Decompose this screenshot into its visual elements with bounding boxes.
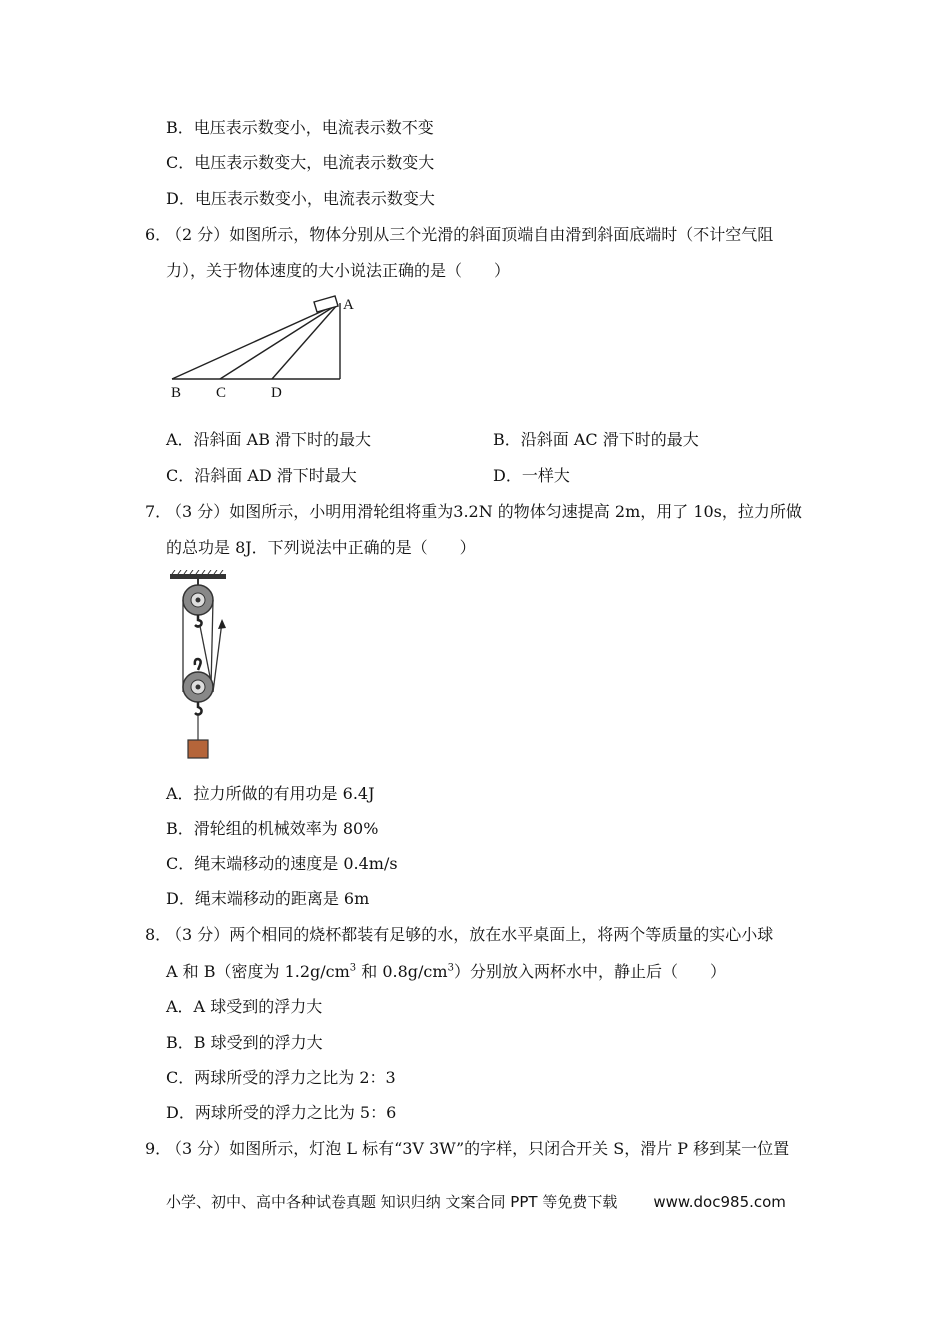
q8-stem-line2	[166, 962, 726, 982]
movable-hook	[195, 702, 202, 715]
q6-option-c: C．沿斜面 AD 滑下时最大	[166, 466, 357, 485]
q5-option-b: B．电压表示数变小，电流表示数不变	[166, 118, 434, 137]
q7-stem-line2: 的总功是 8J．下列说法中正确的是（ ）	[166, 538, 476, 557]
q8-stem-line1: （3 分）两个相同的烧杯都装有足够的水，放在水平桌面上，将两个等质量的实心小球	[166, 925, 774, 944]
q7-stem-line1: （3 分）如图所示，小明用滑轮组将重为3.2N 的物体匀速提高 2m，用了 10s，拉力所做	[166, 502, 802, 521]
movable-top-hook	[195, 659, 201, 670]
q8-option-d: D．两球所受的浮力之比为 5：6	[166, 1103, 397, 1122]
q7-option-d: D．绳末端移动的距离是 6m	[166, 889, 370, 908]
incline-ab	[172, 304, 338, 379]
q7-option-c: C．绳末端移动的速度是 0.4m/s	[166, 854, 398, 873]
fixed-hook	[195, 615, 202, 627]
q7-number: 7．	[145, 502, 172, 521]
incline-diagram	[160, 290, 370, 405]
q6-stem-line1: （2 分）如图所示，物体分别从三个光滑的斜面顶端自由滑到斜面底端时（不计空气阻	[166, 225, 774, 244]
q8-stem-part-b: 和 0.8g/cm	[356, 962, 448, 981]
q7-option-a: A．拉力所做的有用功是 6.4J	[166, 784, 375, 803]
footer-text: 小学、初中、高中各种试卷真题 知识归纳 文案合同 PPT 等免费下载	[166, 1193, 618, 1211]
q8-option-c: C．两球所受的浮力之比为 2：3	[166, 1068, 396, 1087]
q6-option-b: B．沿斜面 AC 滑下时的最大	[493, 430, 699, 449]
label-d: D	[271, 385, 282, 401]
q8-sup-1: 3	[349, 962, 357, 974]
page-footer	[166, 1192, 786, 1212]
incline-ac	[220, 304, 338, 379]
label-b: B	[171, 385, 182, 401]
q8-number: 8．	[145, 925, 172, 944]
rope-free-end	[213, 622, 222, 692]
q8-sup-2: 3	[447, 962, 454, 974]
q5-option-d: D．电压表示数变小，电流表示数变大	[166, 189, 435, 208]
q8-stem-part-c: ）分别放入两杯水中，静止后（ ）	[453, 962, 726, 981]
q8-option-a: A．A 球受到的浮力大	[166, 997, 323, 1016]
incline-ad	[272, 304, 338, 379]
rope-right	[211, 600, 213, 688]
footer-site-link[interactable]: www.doc985.com	[653, 1193, 786, 1211]
pull-arrow	[218, 619, 226, 629]
q6-number: 6．	[145, 225, 172, 244]
block-on-incline	[314, 296, 338, 312]
ceiling-bar	[170, 574, 226, 579]
q6-stem-line2: 力），关于物体速度的大小说法正确的是（ ）	[166, 261, 511, 280]
load-block	[188, 740, 208, 758]
q9-stem-line1: （3 分）如图所示，灯泡 L 标有“3V 3W”的字样，只闭合开关 S，滑片 P 移到某一位置	[166, 1139, 790, 1158]
q7-option-b: B．滑轮组的机械效率为 80%	[166, 819, 379, 838]
q8-option-b: B．B 球受到的浮力大	[166, 1033, 323, 1052]
q8-stem-part-a: A 和 B（密度为 1.2g/cm	[166, 962, 350, 981]
q9-number: 9．	[145, 1139, 172, 1158]
q6-option-d: D．一样大	[493, 466, 570, 485]
q5-option-c: C．电压表示数变大，电流表示数变大	[166, 153, 435, 172]
label-a: A	[343, 297, 354, 313]
label-c: C	[216, 385, 227, 401]
q6-option-a: A．沿斜面 AB 滑下时的最大	[166, 430, 372, 449]
pulley-diagram	[165, 570, 240, 765]
